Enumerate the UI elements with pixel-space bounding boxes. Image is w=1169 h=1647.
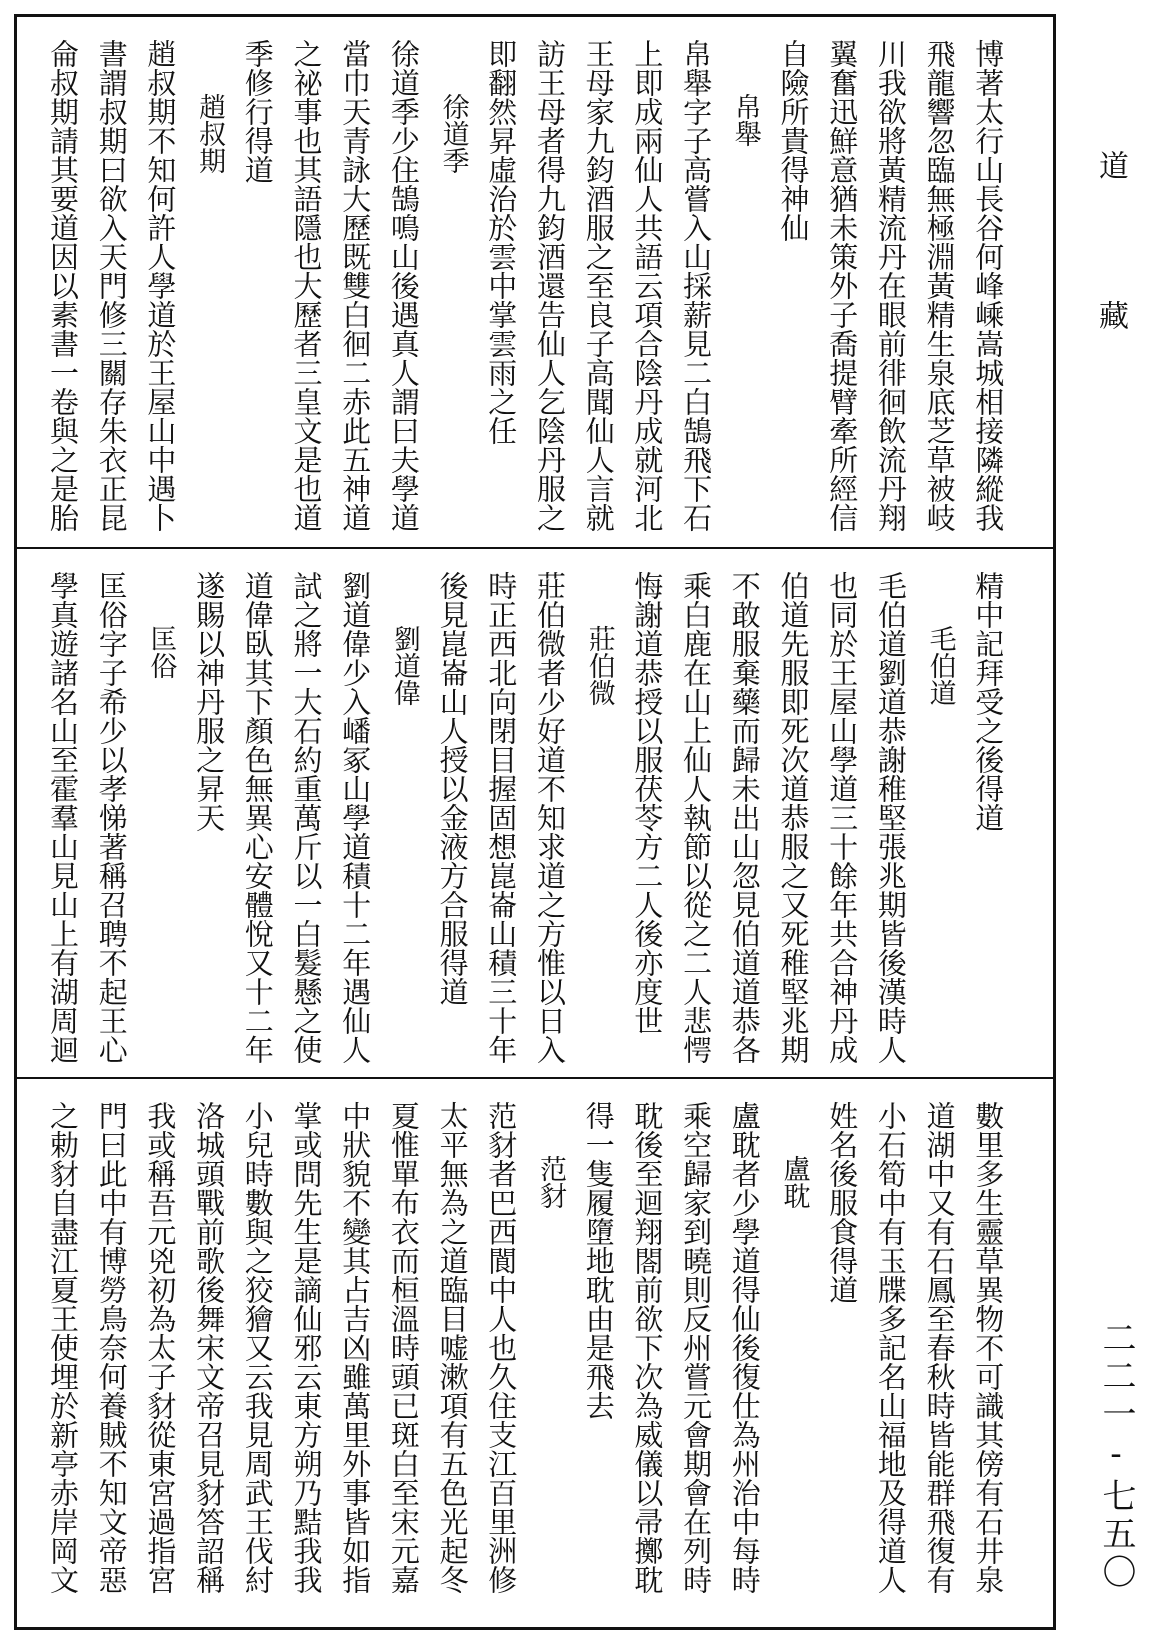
text-column: 盧耽者少學道得仙後復仕為州治中每時	[727, 1101, 762, 1594]
text-column: 伯道先服即死次道恭服之又死稚堅兆期	[776, 571, 811, 1064]
section-heading: 徐道季	[437, 39, 469, 174]
text-column: 翼奮迅鮮意猶未策外子喬提臂牽所經信	[825, 39, 860, 532]
text-column: 劉道偉少入嶓冢山學道積十二年遇仙人	[338, 571, 373, 1064]
text-column: 當巾天青詠大歷既雙白徊二赤此五神道	[338, 39, 373, 532]
text-column: 乘白鹿在山上仙人執節以從之二人悲愕	[679, 571, 714, 1064]
text-column: 侖叔期請其要道因以素書一卷與之是胎	[46, 39, 80, 532]
section-heading: 劉道偉	[388, 571, 420, 706]
text-column: 小石筍中有玉牒多記名山福地及得道人	[873, 1101, 908, 1594]
text-column: 上即成兩仙人共語云項合陰丹成就河北	[630, 39, 665, 532]
text-column: 遂賜以神丹服之昇天	[192, 571, 227, 832]
text-column: 學真遊諸名山至霍羣山見山上有湖周迴	[46, 571, 80, 1064]
text-column: 之祕事也其語隱也大歷者三皇文是也道	[289, 39, 324, 532]
text-column: 訪王母者得九鈞酒還告仙人乞陰丹服之	[533, 39, 567, 532]
text-column: 姓名後服食得道	[825, 1101, 860, 1304]
text-column: 門曰此中有博勞鳥奈何養賊不知文帝惡	[94, 1101, 129, 1594]
text-column: 即翻然昇虛治於雲中掌雲雨之任	[484, 39, 519, 445]
text-column: 乘空歸家到曉則反州嘗元會期會在列時	[679, 1101, 714, 1594]
text-column: 得一隻履墮地耽由是飛去	[581, 1101, 616, 1420]
text-column: 王母家九鈞酒服之至良子高聞仙人言就	[581, 39, 616, 532]
text-column: 也同於王屋山學道三十餘年共合神丹成	[825, 571, 860, 1064]
section-heading: 趙叔期	[194, 39, 226, 174]
text-panel-bottom	[17, 1079, 1053, 1627]
text-column: 徐道季少住鵠鳴山後遇真人謂曰夫學道	[386, 39, 421, 532]
section-heading: 范豺	[535, 1101, 566, 1209]
text-column: 小兒時數與之狡獪又云我見周武王伐紂	[240, 1101, 275, 1594]
text-column: 莊伯微者少好道不知求道之方惟以日入	[533, 571, 567, 1064]
text-column: 川我欲將黃精流丹在眼前徘徊飲流丹翔	[873, 39, 908, 532]
text-column: 後見崑崙山人授以金液方合服得道	[435, 571, 470, 1006]
text-column: 之勅豺自盡江夏王使埋於新亭赤岸岡文	[46, 1101, 80, 1594]
text-column: 毛伯道劉道恭謝稚堅張兆期皆後漢時人	[873, 571, 908, 1064]
text-column: 耽後至迴翔閤前欲下次為威儀以帚擲耽	[630, 1101, 665, 1594]
page-frame	[14, 14, 1056, 1630]
text-panel-top	[17, 17, 1053, 549]
section-heading: 匡俗	[145, 571, 177, 679]
section-heading: 盧耽	[778, 1101, 810, 1209]
text-column: 不敢服棄藥而歸未出山忽見伯道道恭各	[727, 571, 762, 1064]
section-heading: 毛伯道	[924, 571, 956, 706]
text-column: 書謂叔期曰欲入天門修三關存朱衣正昆	[94, 39, 129, 532]
text-column: 匡俗字子希少以孝悌著稱召聘不起王心	[94, 571, 129, 1064]
text-column: 夏惟單布衣而桓溫時頭已斑白至宋元嘉	[386, 1101, 421, 1594]
collection-title: 道藏	[1093, 150, 1128, 450]
text-column: 太平無為之道臨目嘘漱項有五色光起冬	[435, 1101, 470, 1594]
text-column: 飛龍響忽臨無極淵黃精生泉底芝草被岐	[922, 39, 957, 532]
text-column: 精中記拜受之後得道	[971, 571, 1006, 832]
text-panel-middle	[17, 549, 1053, 1079]
text-column: 道湖中又有石鳳至春秋時皆能群飛復有	[922, 1101, 957, 1594]
section-heading: 莊伯微	[583, 571, 615, 706]
section-heading: 帛舉	[729, 39, 761, 147]
text-column: 范豺者巴西閬中人也久住支江百里洲修	[484, 1101, 519, 1594]
text-column: 時正西北向閉目握固想崑崙山積三十年	[484, 571, 519, 1064]
text-column: 掌或問先生是謫仙邪云東方朔乃黠我我	[289, 1101, 324, 1594]
text-column: 自險所貴得神仙	[776, 39, 811, 242]
page-number: 二二一-七五〇	[1096, 1320, 1136, 1592]
text-column: 悔謝道恭授以服茯苓方二人後亦度世	[630, 571, 665, 1035]
text-column: 我或稱吾元兇初為太子豺從東宮過指宮	[143, 1101, 178, 1594]
text-column: 試之將一大石約重萬斤以一白髮懸之使	[289, 571, 324, 1064]
text-column: 洛城頭戰前歌後舞宋文帝召見豺答詔稱	[192, 1101, 227, 1594]
text-column: 博著太行山長谷何峰嵊嵩城相接隣縱我	[971, 39, 1006, 532]
text-column: 數里多生靈草異物不可識其傍有石井泉	[971, 1101, 1006, 1594]
text-column: 道偉臥其下顏色無異心安體悅又十二年	[240, 571, 275, 1064]
text-column: 帛舉字子高嘗入山採薪見二白鵠飛下石	[679, 39, 714, 532]
text-column: 趙叔期不知何許人學道於王屋山中遇卜	[143, 39, 178, 532]
text-column: 季修行得道	[240, 39, 275, 184]
text-column: 中狀貌不變其占吉凶雖萬里外事皆如指	[338, 1101, 373, 1594]
